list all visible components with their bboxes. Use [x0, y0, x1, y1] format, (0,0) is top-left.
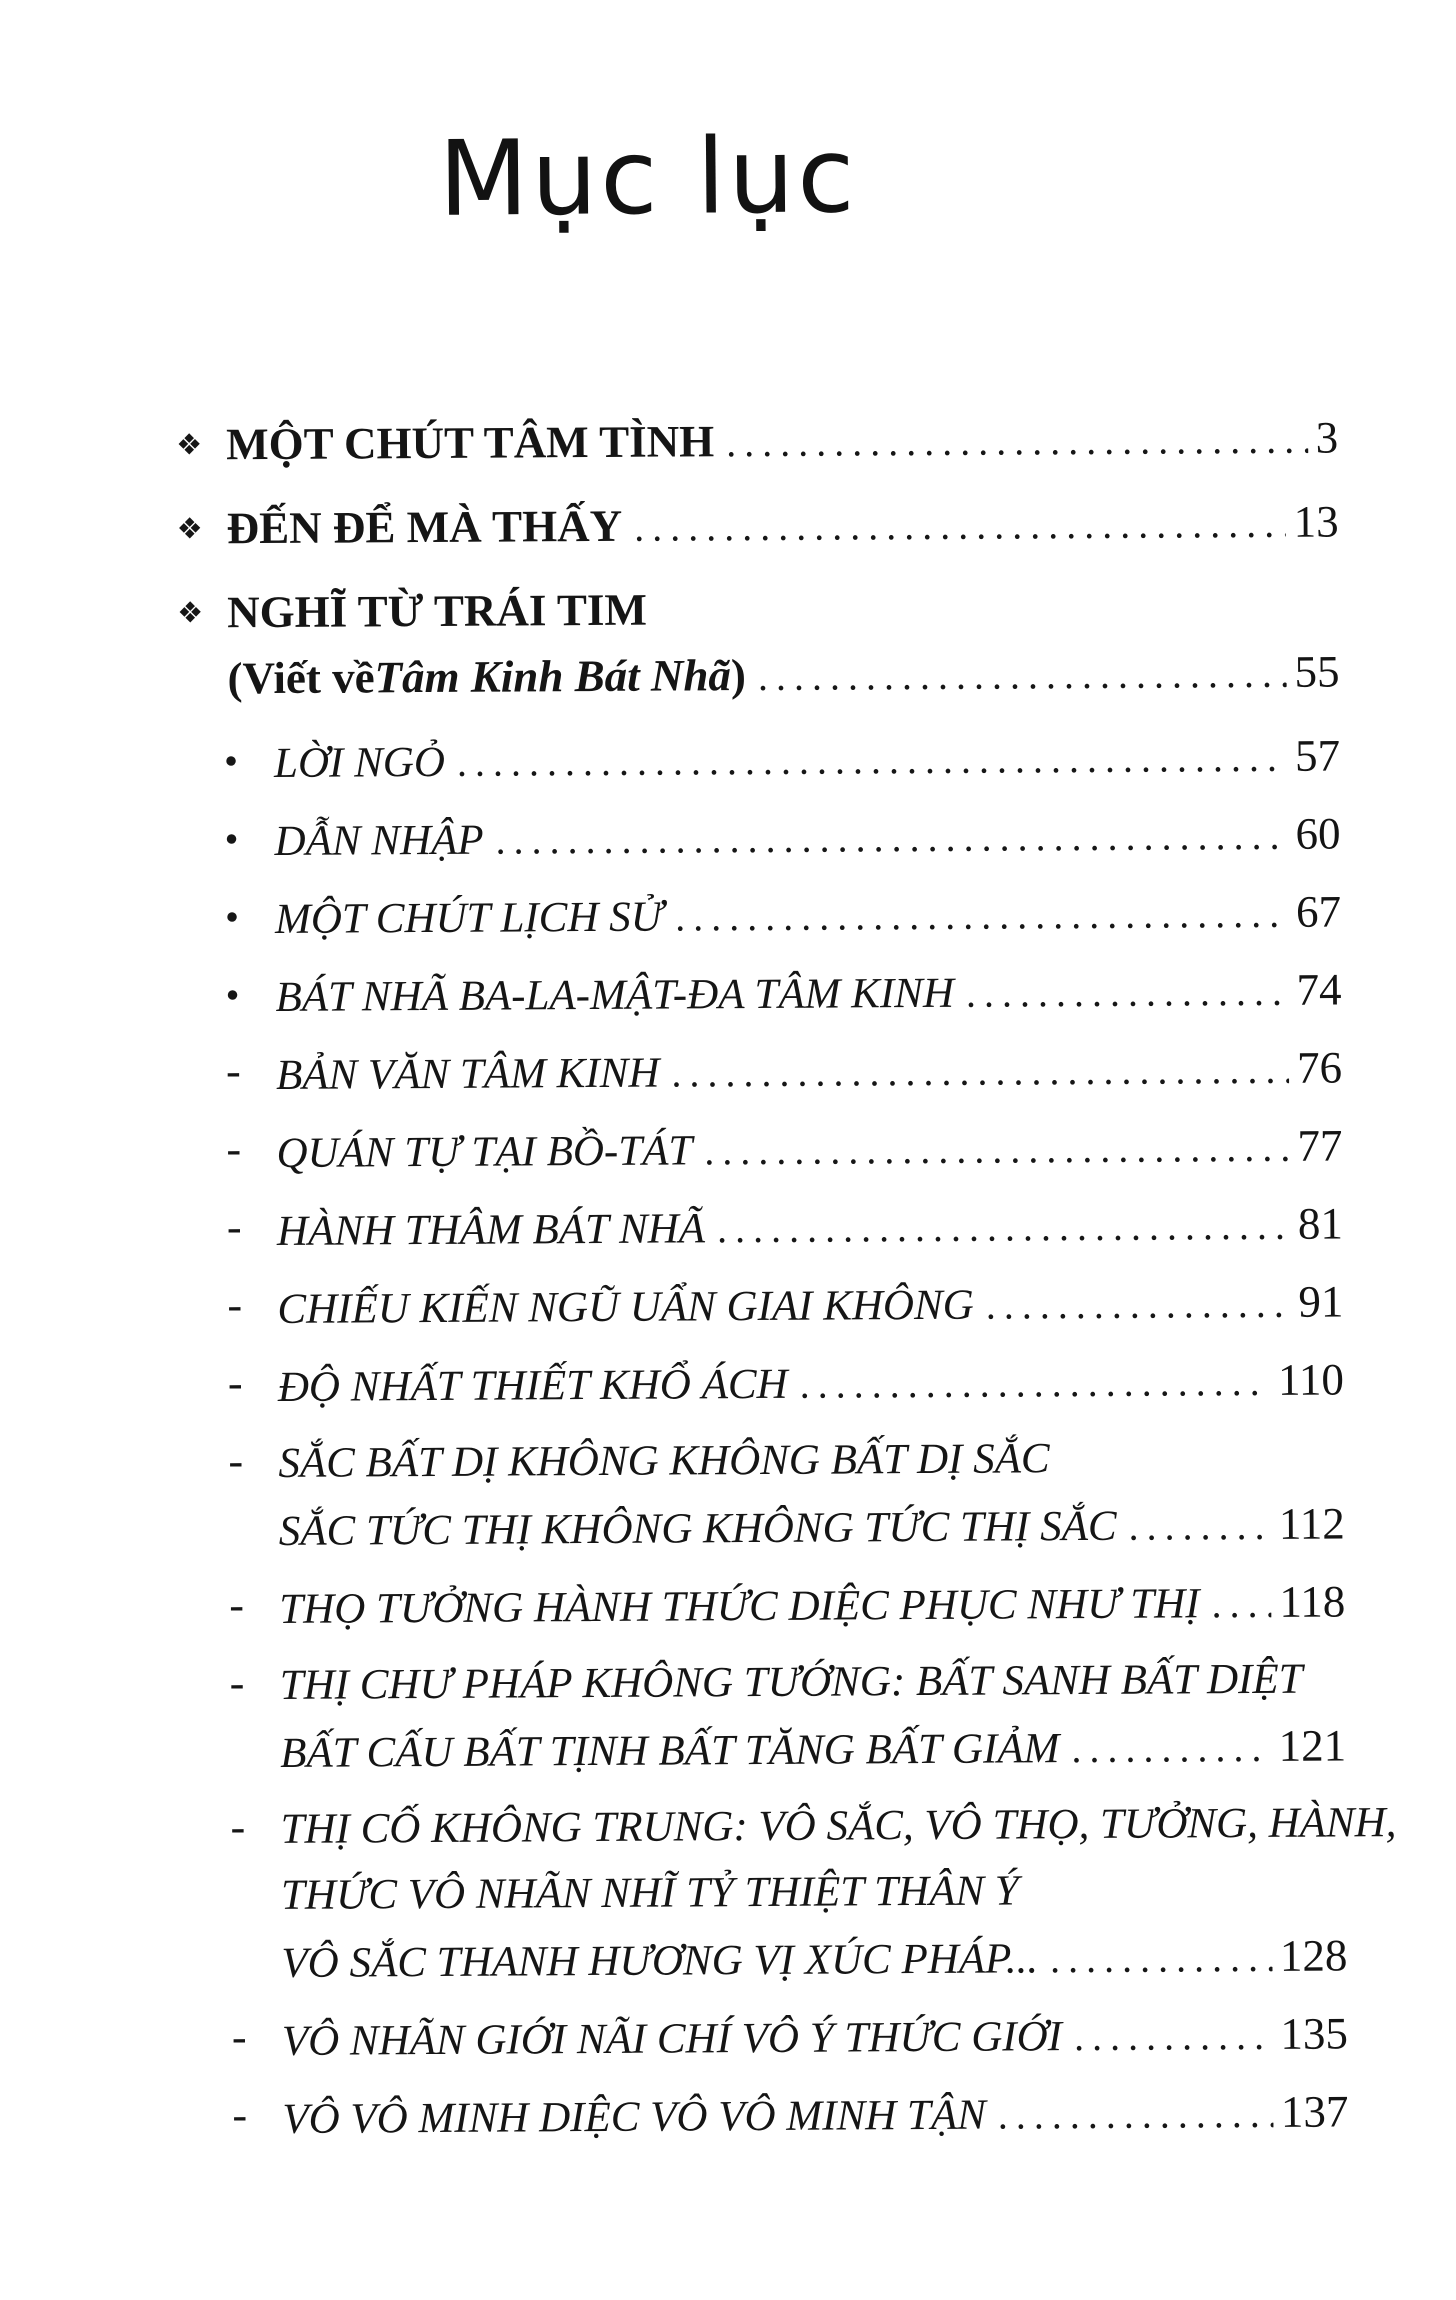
- page-number: 55: [1294, 646, 1340, 697]
- toc-entry: [179, 888, 1341, 943]
- dot-leader: [457, 735, 1287, 786]
- toc-entry: [178, 732, 1340, 787]
- toc-entry-text: SẮC BẤT DỊ KHÔNG KHÔNG BẤT DỊ SẮC: [278, 1435, 1050, 1487]
- toc-entry-line: [278, 1434, 1344, 1487]
- toc-entry-text: HÀNH THÂM BÁT NHÃ: [276, 1205, 706, 1255]
- toc-entry-body: [276, 1122, 1342, 1177]
- dot-leader: [704, 1125, 1289, 1175]
- dot-leader: [726, 415, 1308, 467]
- dot-leader: [1128, 1503, 1271, 1550]
- toc-entry-text: THỊ CỐ KHÔNG TRUNG: VÔ SẮC, VÔ THỌ, TƯỞNG, HÀNH,: [280, 1799, 1397, 1853]
- page-number: 67: [1295, 886, 1342, 937]
- dot-leader: [634, 499, 1286, 551]
- page-number: 81: [1297, 1198, 1344, 1249]
- toc-entry-line: [227, 648, 1339, 703]
- toc-entry-line: [277, 1200, 1343, 1255]
- page-number: 110: [1277, 1354, 1345, 1405]
- dot-leader: [1050, 1935, 1272, 1982]
- page-number: 57: [1294, 730, 1341, 781]
- toc-entry-line: [274, 810, 1340, 865]
- toc-entry: [179, 966, 1341, 1021]
- page-number: 91: [1298, 1276, 1344, 1327]
- toc-entry: [176, 414, 1338, 469]
- toc-entry-line: [226, 414, 1338, 469]
- toc-entry-text: BẢN VĂN TÂM KINH: [275, 1049, 660, 1099]
- toc-entry-text: CHIẾU KIẾN NGŨ UẨN GIAI KHÔNG: [277, 1281, 974, 1333]
- toc-entry: [182, 1356, 1344, 1411]
- toc-entry-text: THỨC VÔ NHÃN NHĨ TỶ THIỆT THÂN Ý: [280, 1867, 1019, 1919]
- toc-entry-body: [274, 732, 1340, 787]
- dot-leader: [1211, 1581, 1271, 1627]
- toc-entry-line: [282, 2010, 1348, 2065]
- toc-entry-line: [277, 1278, 1343, 1333]
- dash-bullet-icon: -: [228, 1436, 244, 1486]
- toc-entry-text: (Viết về: [227, 652, 375, 704]
- toc-entry-text: QUÁN TỰ TẠI BỒ-TÁT: [276, 1127, 693, 1177]
- toc-entry-line: [278, 1356, 1344, 1411]
- page-number: 135: [1280, 2008, 1349, 2059]
- toc-entry-line: [276, 1122, 1342, 1177]
- page-number: 77: [1297, 1120, 1343, 1171]
- page-number: 60: [1295, 808, 1341, 859]
- toc-entry-body: [282, 2088, 1348, 2143]
- toc-entry-body: [278, 1356, 1344, 1411]
- toc-entry-body: [274, 810, 1340, 865]
- dash-bullet-icon: -: [227, 1280, 243, 1330]
- dash-bullet-icon: -: [226, 1202, 242, 1252]
- dot-bullet-icon: •: [225, 972, 240, 1018]
- page-number: 74: [1296, 964, 1342, 1015]
- toc-entry-body: [275, 888, 1341, 943]
- toc-entry-text: NGHĨ TỪ TRÁI TIM: [227, 584, 648, 638]
- dot-leader: [675, 891, 1288, 941]
- diamond-bullet-icon: ❖: [177, 597, 204, 630]
- toc-entry-text: BÁT NHÃ BA-LA-MẬT-ĐA TÂM KINH: [275, 969, 955, 1021]
- toc-entry-text: ĐỘ NHẤT THIẾT KHỔ ÁCH: [277, 1360, 788, 1411]
- toc-entry: [177, 582, 1340, 703]
- toc-entry-body: [275, 966, 1341, 1021]
- dash-bullet-icon: -: [227, 1358, 243, 1408]
- toc-entry-body: [276, 1044, 1342, 1099]
- toc-entry-line: [275, 966, 1341, 1021]
- toc-entry-line: [279, 1578, 1345, 1633]
- toc-entry-text: ): [730, 650, 747, 701]
- toc-entry-text: THỌ TƯỞNG HÀNH THỨC DIỆC PHỤC NHƯ THỊ: [279, 1580, 1200, 1633]
- toc-entry-text: SẮC TỨC THỊ KHÔNG KHÔNG TỨC THỊ SẮC: [278, 1502, 1117, 1555]
- toc-entry-line: [280, 1722, 1346, 1777]
- toc-entry: [177, 498, 1339, 553]
- toc-entry-line: [281, 1866, 1347, 1919]
- toc-entry: [184, 1656, 1347, 1777]
- dot-bullet-icon: •: [224, 894, 240, 940]
- dot-leader: [671, 1047, 1289, 1097]
- toc-entry: [181, 1278, 1343, 1333]
- toc-entry-body: [277, 1200, 1343, 1255]
- page-number: 137: [1280, 2086, 1349, 2137]
- toc-entry-text: BẤT CẤU BẤT TỊNH BẤT TĂNG BẤT GIẢM: [280, 1725, 1060, 1777]
- dot-leader: [800, 1359, 1271, 1408]
- toc-entry: [186, 2088, 1348, 2143]
- toc-entry-body: [277, 1278, 1343, 1333]
- toc-entry-text: MỘT CHÚT LỊCH SỬ: [274, 893, 664, 943]
- toc-entry-line: [227, 582, 1339, 638]
- toc-entry: [178, 810, 1340, 865]
- toc-entry-text: DẪN NHẬP: [274, 816, 484, 865]
- dot-bullet-icon: •: [223, 738, 239, 784]
- toc-entry-line: [275, 888, 1341, 943]
- dot-leader: [495, 813, 1287, 864]
- dash-bullet-icon: -: [225, 1046, 241, 1096]
- dot-bullet-icon: •: [224, 816, 239, 862]
- toc-entry-text: ĐẾN ĐỂ MÀ THẤY: [226, 500, 623, 554]
- toc-entry-text: LỜI NGỎ: [273, 738, 446, 787]
- toc-entry-body: [279, 1578, 1345, 1633]
- page-number: 76: [1296, 1042, 1343, 1093]
- toc-entry-line: [280, 1799, 1397, 1853]
- toc-entry-line: [227, 498, 1339, 553]
- toc-entry: [183, 1578, 1345, 1633]
- dot-leader: [1071, 1725, 1270, 1772]
- page-number: 112: [1278, 1498, 1345, 1549]
- toc-entry-body: [280, 1656, 1347, 1777]
- dash-bullet-icon: -: [226, 1124, 242, 1174]
- page-number: 3: [1315, 412, 1339, 463]
- toc-entry-line: [276, 1044, 1342, 1099]
- toc-entry-text: MỘT CHÚT TÂM TÌNH: [225, 416, 715, 470]
- dot-leader: [998, 2091, 1273, 2139]
- diamond-bullet-icon: ❖: [176, 429, 203, 462]
- toc-entry-line: [281, 1932, 1347, 1987]
- toc-entry: [181, 1200, 1343, 1255]
- toc-entry-body: [282, 2010, 1348, 2065]
- toc-entry-body: [227, 498, 1339, 553]
- dash-bullet-icon: -: [232, 2090, 248, 2140]
- toc-entry: [180, 1122, 1342, 1177]
- page-number: 118: [1279, 1576, 1346, 1627]
- dot-leader: [1074, 2013, 1273, 2060]
- toc-list: [176, 412, 1397, 2173]
- dash-bullet-icon: -: [231, 2012, 247, 2062]
- toc-entry-body: [227, 582, 1340, 703]
- dot-leader: [986, 1281, 1291, 1329]
- toc-entry-text: VÔ SẮC THANH HƯƠNG VỊ XÚC PHÁP...: [281, 1935, 1039, 1987]
- toc-entry: [186, 2010, 1348, 2065]
- dash-bullet-icon: -: [229, 1658, 245, 1708]
- dash-bullet-icon: -: [230, 1802, 246, 1852]
- toc-entry-text: THỊ CHƯ PHÁP KHÔNG TƯỚNG: BẤT SANH BẤT DIỆT: [279, 1655, 1303, 1709]
- dot-leader: [717, 1203, 1290, 1252]
- toc-entry-text: VÔ NHÃN GIỚI NÃI CHÍ VÔ Ý THỨC GIỚI: [281, 2013, 1063, 2065]
- toc-entry: [180, 1044, 1342, 1099]
- toc-entry-body: [226, 414, 1338, 469]
- toc-entry-text: VÔ VÔ MINH DIỆC VÔ VÔ MINH TẬN: [282, 2091, 986, 2143]
- toc-entry-line: [279, 1500, 1345, 1555]
- toc-entry-text: Tâm Kinh Bát Nhã: [374, 650, 732, 703]
- toc-entry-line: [274, 732, 1340, 787]
- diamond-bullet-icon: ❖: [176, 513, 203, 546]
- page-number: 121: [1278, 1720, 1347, 1771]
- toc-entry-body: [278, 1434, 1345, 1555]
- toc-entry-line: [282, 2088, 1348, 2143]
- page-title: Mục lục: [438, 114, 858, 240]
- page-number: 13: [1293, 496, 1339, 547]
- toc-entry: [184, 1799, 1397, 1987]
- toc-entry-line: [280, 1656, 1346, 1709]
- toc-entry: [182, 1434, 1345, 1555]
- dot-leader: [758, 649, 1287, 700]
- dot-leader: [966, 969, 1289, 1017]
- page-number: 128: [1279, 1930, 1348, 1981]
- dash-bullet-icon: -: [229, 1580, 245, 1630]
- toc-entry-body: [280, 1799, 1397, 1987]
